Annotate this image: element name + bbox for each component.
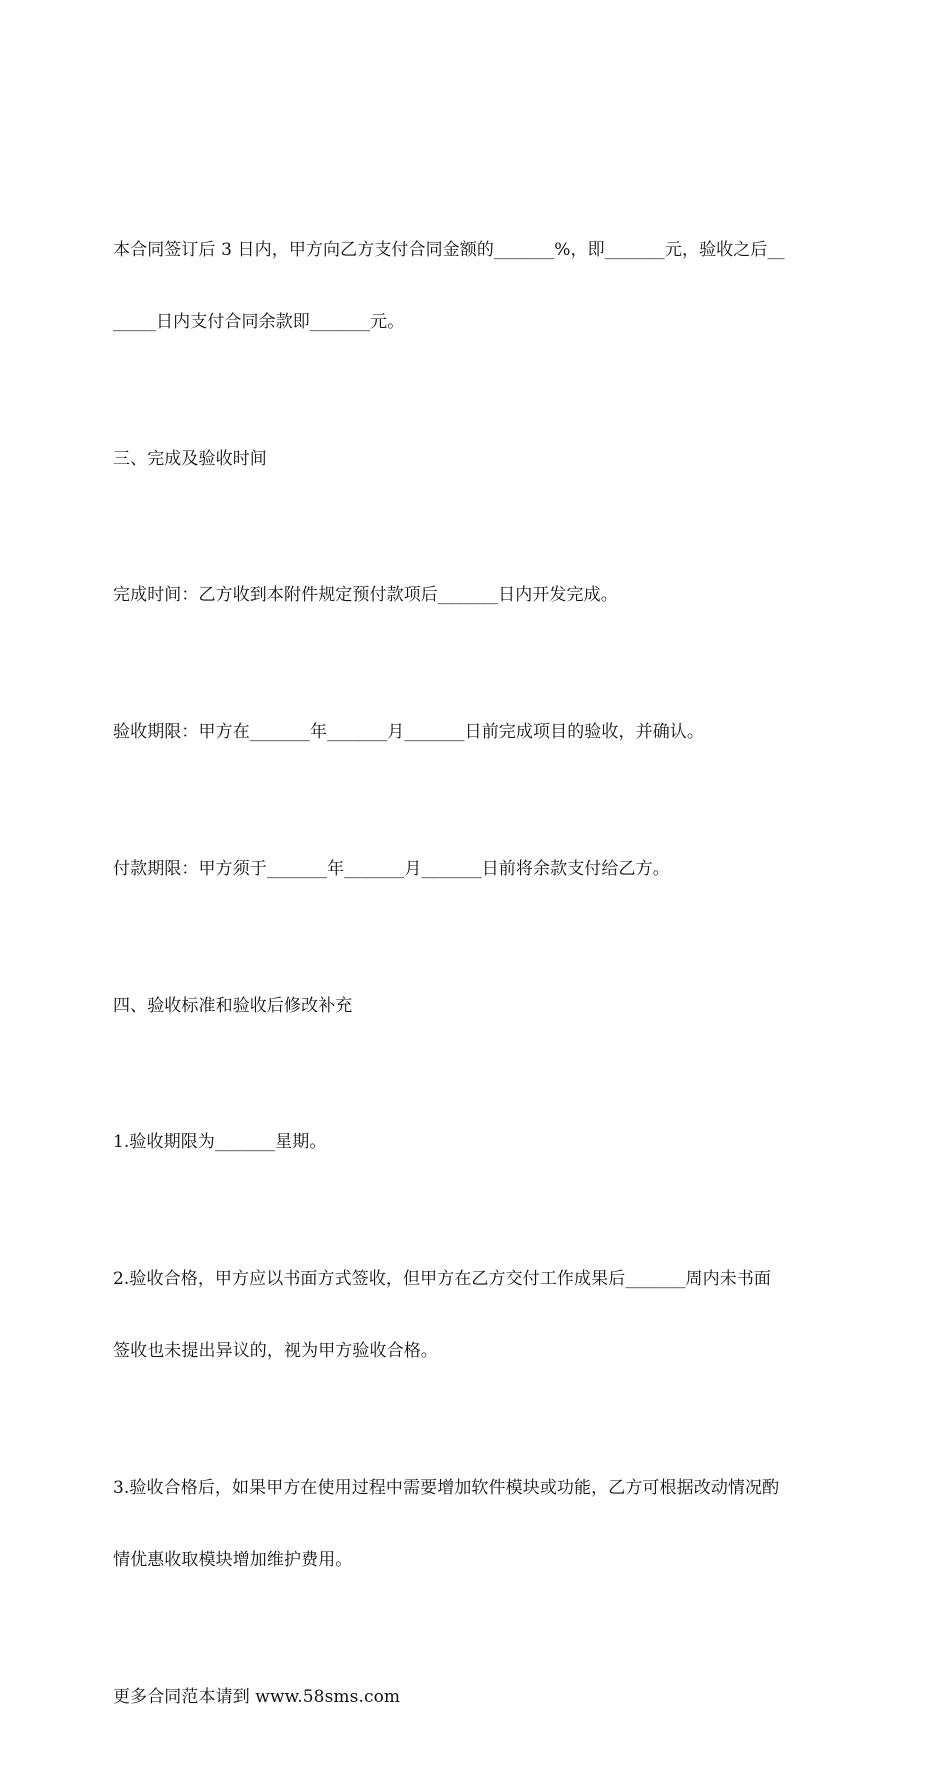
text-line: 3.验收合格后，如果甲方在使用过程中需要增加软件模块或功能，乙方可根据改动情况酌 xyxy=(113,1478,780,1498)
document-body xyxy=(113,190,835,1774)
footer-text: 更多合同范本请到 www.58sms.com xyxy=(113,1687,401,1707)
text-line: 签收也未提出异议的，视为甲方验收合格。 xyxy=(113,1341,438,1361)
clause-2-paragraph xyxy=(113,1219,835,1411)
heading-text: 三、完成及验收时间 xyxy=(113,449,267,469)
text-line: 完成时间：乙方收到本附件规定预付款项后_______日内开发完成。 xyxy=(113,585,618,605)
more-templates-footer xyxy=(113,1637,835,1757)
section-heading-acceptance-standards xyxy=(113,946,835,1066)
acceptance-deadline-paragraph xyxy=(113,672,835,792)
text-line: 2.验收合格，甲方应以书面方式签收，但甲方在乙方交付工作成果后_______周内未书面 xyxy=(113,1269,772,1289)
text-line: 情优惠收取模块增加维护费用。 xyxy=(113,1550,353,1570)
heading-text: 四、验收标准和验收后修改补充 xyxy=(113,996,353,1016)
completion-time-paragraph xyxy=(113,535,835,655)
text-line: 付款期限：甲方须于_______年_______月_______日前将余款支付给乙方。 xyxy=(113,859,670,879)
text-line: 本合同签订后 3 日内，甲方向乙方支付合同金额的_______%，即_______元，验收之后__ xyxy=(113,240,785,260)
payment-deadline-paragraph xyxy=(113,809,835,929)
text-line: 验收期限：甲方在_______年_______月_______日前完成项目的验收，并确认。 xyxy=(113,722,704,742)
payment-terms-paragraph xyxy=(113,190,835,382)
clause-1-paragraph xyxy=(113,1082,835,1202)
section-heading-completion-acceptance xyxy=(113,399,835,519)
text-line: 1.验收期限为_______星期。 xyxy=(113,1132,327,1152)
text-line: _____日内支付合同余款即_______元。 xyxy=(113,312,405,332)
clause-3-paragraph xyxy=(113,1428,835,1620)
